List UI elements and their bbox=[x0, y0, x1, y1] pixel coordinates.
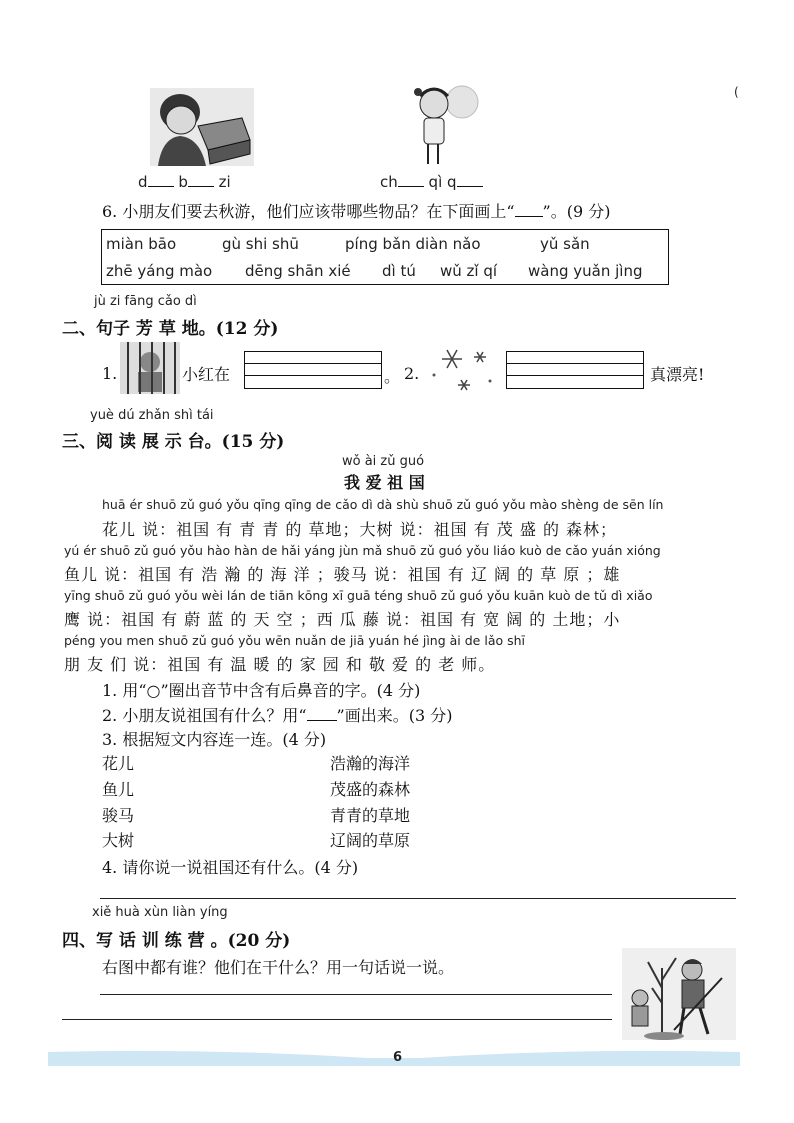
item-mianbao: miàn bāo bbox=[106, 235, 177, 253]
sec3-q2 bbox=[102, 703, 452, 726]
pinyin-d: d bbox=[138, 173, 148, 191]
blank[interactable] bbox=[515, 202, 543, 217]
match-left-4[interactable]: 大树 bbox=[102, 831, 135, 850]
item-wuziqi: wǔ zǐ qí bbox=[440, 262, 498, 280]
sec4-pinyin: xiě huà xùn liàn yíng bbox=[92, 905, 228, 920]
sec3-pinyin: yuè dú zhǎn shì tái bbox=[90, 408, 214, 423]
answer-box-2-mid2 bbox=[506, 375, 644, 376]
answer-box-1[interactable] bbox=[244, 351, 382, 389]
item-ditu: dì tú bbox=[382, 262, 416, 280]
sec3-q4: 4. 请你说一说祖国还有什么。(4 分) bbox=[102, 858, 359, 877]
answer-box-1-mid bbox=[244, 363, 382, 364]
page-number: 6 bbox=[393, 1050, 403, 1065]
boy-box-illustration bbox=[150, 88, 254, 166]
tree-planting-illustration bbox=[622, 948, 736, 1040]
question-6 bbox=[102, 199, 610, 222]
sec4-title: 四、写 话 训 练 营 。(20 分) bbox=[62, 931, 291, 951]
match-left-1[interactable]: 花儿 bbox=[102, 754, 135, 773]
item-pingbandiannao: píng bǎn diàn nǎo bbox=[345, 235, 481, 253]
poem-line-3-pinyin: yīng shuō zǔ guó yǒu wèi lán de tiān kōng xī guā téng shuō zǔ guó yǒu kuān kuò de tǔ dì xiǎo bbox=[64, 588, 653, 603]
poem-title-pinyin: wǒ ài zǔ guó bbox=[342, 454, 425, 469]
pinyin-qi-q: qì q bbox=[428, 173, 457, 191]
blank[interactable] bbox=[457, 172, 483, 187]
answer-box-2[interactable] bbox=[506, 351, 644, 389]
poem-title: 我 爱 祖 国 bbox=[344, 473, 425, 492]
boy-pinyin-blanks bbox=[138, 172, 231, 191]
sec2-q1-end: 。 bbox=[384, 367, 401, 386]
sec2-title: 二、句子 芳 草 地。(12 分) bbox=[62, 319, 279, 339]
blank[interactable] bbox=[398, 172, 424, 187]
sec2-q2-num: 2. bbox=[404, 364, 420, 383]
item-dengshanxie: dēng shān xié bbox=[245, 262, 351, 280]
item-yusan: yǔ sǎn bbox=[540, 235, 590, 253]
answer-line-q4[interactable] bbox=[100, 898, 736, 899]
blank[interactable] bbox=[188, 172, 214, 187]
writing-line-2[interactable] bbox=[62, 1019, 612, 1020]
item-wangyuanjing: wàng yuǎn jìng bbox=[528, 262, 643, 280]
blank bbox=[307, 706, 337, 721]
answer-box-1-mid2 bbox=[244, 375, 382, 376]
match-right-3[interactable]: 青青的草地 bbox=[330, 806, 411, 825]
match-left-3[interactable]: 骏马 bbox=[102, 806, 135, 825]
sec4-prompt: 右图中都有谁？他们在干什么？用一句话说一说。 bbox=[102, 958, 455, 977]
answer-box-2-mid bbox=[506, 363, 644, 364]
writing-line-1[interactable] bbox=[100, 994, 612, 995]
poem-line-2: 鱼儿 说：祖国 有 浩 瀚 的 海 洋 ；骏马 说：祖国 有 辽 阔 的 草 原 ；雄 bbox=[64, 565, 621, 584]
q6-text: 6. 小朋友们要去秋游，他们应该带哪些物品？在下面画上“ bbox=[102, 202, 515, 221]
sec3-q3: 3. 根据短文内容连一连。(4 分) bbox=[102, 730, 327, 749]
sec2-q1-text: 小红在 bbox=[182, 365, 231, 384]
match-left-2[interactable]: 鱼儿 bbox=[102, 780, 135, 799]
cage-picture bbox=[120, 342, 180, 394]
sec2-q2-tail: 真漂亮! bbox=[650, 365, 705, 384]
pinyin-b: b bbox=[178, 173, 188, 191]
poem-line-1: 花儿 说：祖国 有 青 青 的 草地；大树 说：祖国 有 茂 盛 的 森林； bbox=[102, 520, 618, 539]
sec3-title: 三、阅 读 展 示 台。(15 分) bbox=[62, 432, 285, 452]
sec3-q1: 1. 用“○”圈出音节中含有后鼻音的字。(4 分) bbox=[102, 681, 421, 700]
sec3-q2-a: 2. 小朋友说祖国有什么？用“ bbox=[102, 706, 307, 725]
girl-pinyin-blanks bbox=[380, 172, 483, 191]
sec2-pinyin: jù zi fāng cǎo dì bbox=[94, 294, 197, 309]
poem-line-3: 鹰 说：祖国 有 蔚 蓝 的 天 空 ；西 瓜 藤 说：祖国 有 宽 阔 的 土地；小 bbox=[64, 610, 621, 629]
snowflake-picture bbox=[430, 345, 496, 395]
poem-line-4-pinyin: péng you men shuō zǔ guó yǒu wēn nuǎn de jiā yuán hé jìng ài de lǎo shī bbox=[64, 633, 526, 648]
poem-line-2-pinyin: yú ér shuō zǔ guó yǒu hào hàn de hǎi yáng jùn mǎ shuō zǔ guó yǒu liáo kuò de cǎo yuán xióng bbox=[64, 543, 661, 558]
sec2-q1-num: 1. bbox=[102, 364, 118, 383]
pinyin-zi: zi bbox=[218, 173, 231, 191]
match-right-4[interactable]: 辽阔的草原 bbox=[330, 831, 411, 850]
item-zheyangmao: zhē yáng mào bbox=[106, 262, 213, 280]
match-right-1[interactable]: 浩瀚的海洋 bbox=[330, 754, 411, 773]
pinyin-ch: ch bbox=[380, 173, 398, 191]
poem-line-4: 朋 友 们 说：祖国 有 温 暖 的 家 园 和 敬 爱 的 老 师。 bbox=[64, 655, 496, 674]
sec3-q2-b: ”画出来。(3 分) bbox=[336, 706, 453, 725]
q6-tail: ”。(9 分) bbox=[542, 202, 611, 221]
item-gushishu: gù shi shū bbox=[222, 235, 299, 253]
poem-line-1-pinyin: huā ér shuō zǔ guó yǒu qīng qīng de cǎo dì dà shù shuō zǔ guó yǒu mào shèng de sēn lín bbox=[102, 497, 664, 512]
blank[interactable] bbox=[148, 172, 174, 187]
girl-balloon-illustration bbox=[410, 82, 484, 166]
match-right-2[interactable]: 茂盛的森林 bbox=[330, 780, 411, 799]
corner-mark: ( bbox=[734, 85, 739, 99]
